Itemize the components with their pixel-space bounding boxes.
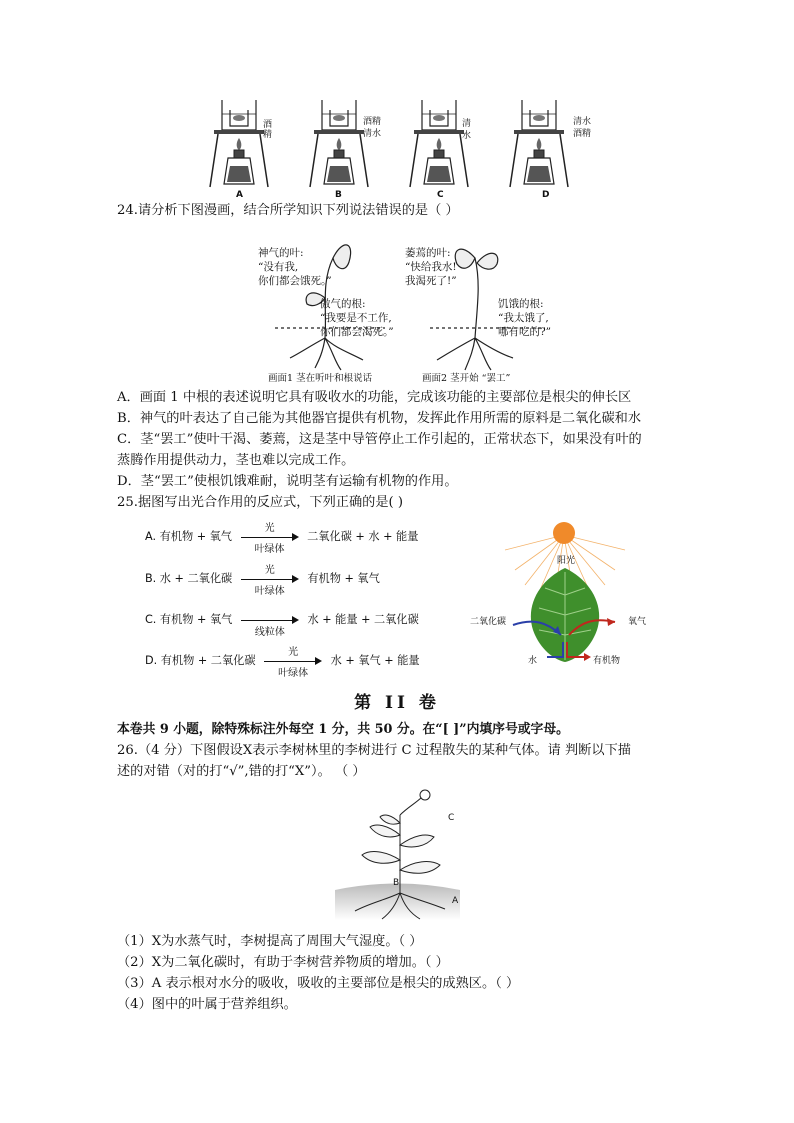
apparatus-b [310,100,368,187]
reaction-arrow: 线粒体 [241,613,299,627]
apparatus-d [510,100,568,187]
panel2-root-speech: 饥饿的根: “我太饿了, 哪有吃的?” [498,298,551,338]
apparatus-label-c: C [437,190,444,200]
apparatus-label-b: B [335,190,342,200]
apparatus-a-liquid: 酒 精 [263,120,273,140]
panel2-leaf-speech: 萎蔫的叶: “快给我水! 我渴死了!” [405,247,457,287]
plant-label-c: C [448,813,455,823]
apparatus-c-liquid: 清 水 [462,119,472,141]
q24-option-c: C．茎“罢工”使叶干渴、萎蔫，这是茎中导管停止工作引起的，正常状态下，如果没有叶的 [117,432,642,447]
q26-item-2: （2）X为二氧化碳时，有助于李树营养物质的增加。（ ） [117,955,449,970]
reaction-arrow: 光 叶绿体 [241,572,299,586]
q24-option-c-cont: 蒸腾作用提供动力，茎也难以完成工作。 [117,453,355,468]
leaf-icon [531,568,599,662]
q26-stem-line1: 26.（4 分）下图假设X表示李树林里的李树进行 C 过程散失的某种气体。请 判断以下描 [117,743,631,758]
sun-label: 阳光 [557,556,576,566]
q26-item-4: （4）图中的叶属于营养组织。 [117,997,297,1012]
plant-figure [330,785,465,925]
reaction-arrow: 光 叶绿体 [241,530,299,544]
photosynthesis-figure [465,510,665,670]
q25-option-d: D. 有机物 + 二氧化碳 光 叶绿体 水 + 氧气 + 能量 [145,647,420,679]
q25-option-b: B. 水 + 二氧化碳 光 叶绿体 有机物 + 氧气 [145,565,380,597]
q26-item-1: （1）X为水蒸气时，李树提高了周围大气湿度。（ ） [117,934,423,949]
q25-stem: 25.据图写出光合作用的反应式，下列正确的是( ) [117,495,404,510]
q25-option-a: A. 有机物 + 氧气 光 叶绿体 二氧化碳 + 水 + 能量 [145,523,419,555]
apparatus-c [410,100,468,187]
water-label: 水 [528,656,538,666]
q26-item-3: （3）A 表示根对水分的吸收，吸收的主要部位是根尖的成熟区。（ ） [117,976,520,991]
panel1-leaf-speech: 神气的叶: “没有我, 你们都会饿死。” [258,247,332,287]
organic-label: 有机物 [593,656,621,666]
panel1-caption: 画面1 茎在听叶和根说话 [268,373,373,384]
q24-stem: 24.请分析下图漫画，结合所学知识下列说法错误的是（ ） [117,203,459,218]
section-instructions: 本卷共 9 小题，除特殊标注外每空 1 分，共 50 分。在“[ ]”内填序号或字母。 [117,722,569,737]
q24-option-a: A．画面 1 中根的表述说明它具有吸收水的功能，完成该功能的主要部位是根尖的伸长区 [117,390,632,405]
panel2-caption: 画面2 茎开始 “罢工” [422,373,511,384]
q24-option-b: B．神气的叶表达了自己能为其他器官提供有机物，发挥此作用所需的原料是二氧化碳和水 [117,411,641,426]
q24-option-d: D．茎“罢工”使根饥饿难耐，说明茎有运输有机物的作用。 [117,474,458,489]
q25-option-c: C. 有机物 + 氧气 线粒体 水 + 能量 + 二氧化碳 [145,613,419,638]
q26-stem-line2: 述的对错（对的打“√”,错的打“X”）。 （ ） [117,764,366,779]
plant-label-a: A [452,896,459,906]
section-title: 第 II 卷 [354,693,440,713]
plant-label-b: B [393,878,400,888]
apparatus-figure [200,92,600,202]
panel1-root-speech: 傲气的根: “我要是不工作, 你们都会渴死。” [320,298,394,338]
apparatus-b-liquid: 酒精 清水 [363,117,382,139]
apparatus-label-a: A [236,190,243,200]
co2-label: 二氧化碳 [470,617,507,627]
apparatus-a [210,100,268,187]
apparatus-d-liquid: 清水 酒精 [573,117,592,139]
apparatus-label-d: D [542,190,550,200]
o2-label: 氧气 [628,617,647,627]
reaction-arrow: 光 叶绿体 [264,654,322,668]
